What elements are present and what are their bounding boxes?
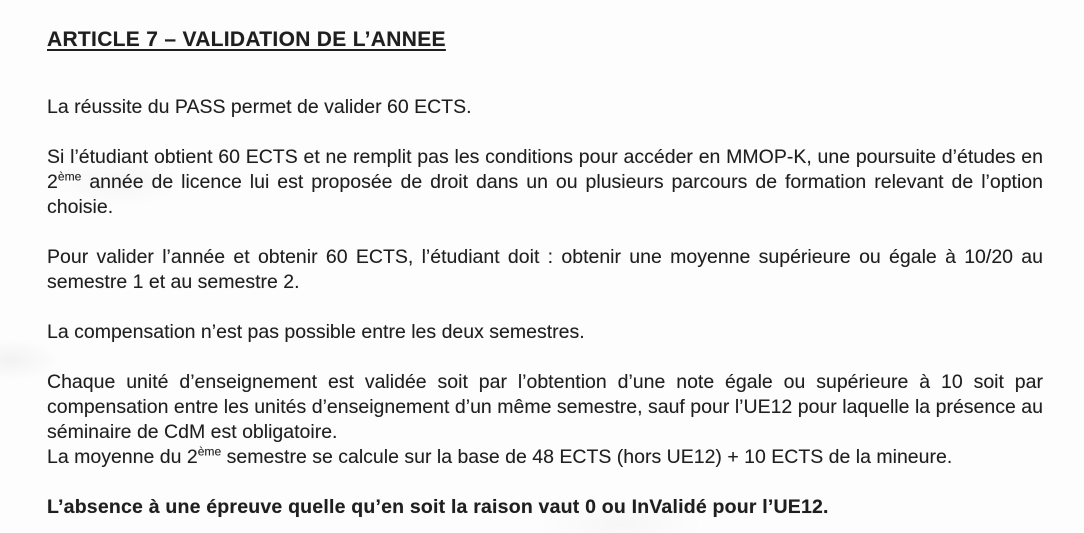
paragraph-poursuite-etudes: Si l’étudiant obtient 60 ECTS et ne remplit pas les conditions pour accéder en MMOP-K, une poursuite d’études en 2ème année de licence lui est proposée de droit dans un ou plusieurs parcours de formation relevant de l’option choisie. (47, 146, 1043, 218)
paragraph-valider-annee: Pour valider l’année et obtenir 60 ECTS, l’étudiant doit : obtenir une moyenne supérieure ou égale à 10/20 au semestre 1 et au semestre 2. (47, 246, 1043, 293)
paragraph-reussite-pass: La réussite du PASS permet de valider 60 ECTS. (47, 96, 472, 118)
document-body (47, 95, 1043, 520)
paragraph-compensation: La compensation n’est pas possible entre les deux semestres. (47, 321, 585, 343)
ordinal-superscript: ème (57, 169, 82, 184)
article-title: ARTICLE 7 – VALIDATION DE L’ANNEE (47, 28, 446, 51)
ordinal-superscript: ème (197, 444, 222, 459)
paragraph-validation-ue: Chaque unité d’enseignement est validée soit par l’obtention d’une note égale ou supérieure à 10 soit par compensation entre les unités d’enseignement d’un même semestre, sauf pour l’UE12 pour laquelle la présence au séminaire de CdM est obligatoire. La moyenne du 2ème semestre se calcule sur la base de 48 ECTS (hors UE12) + 10 ECTS de la mineure. (47, 371, 1043, 468)
paragraph-absence-epreuve: L’absence à une épreuve quelle qu’en soit la raison vaut 0 ou InValidé pour l’UE12. (47, 496, 829, 518)
